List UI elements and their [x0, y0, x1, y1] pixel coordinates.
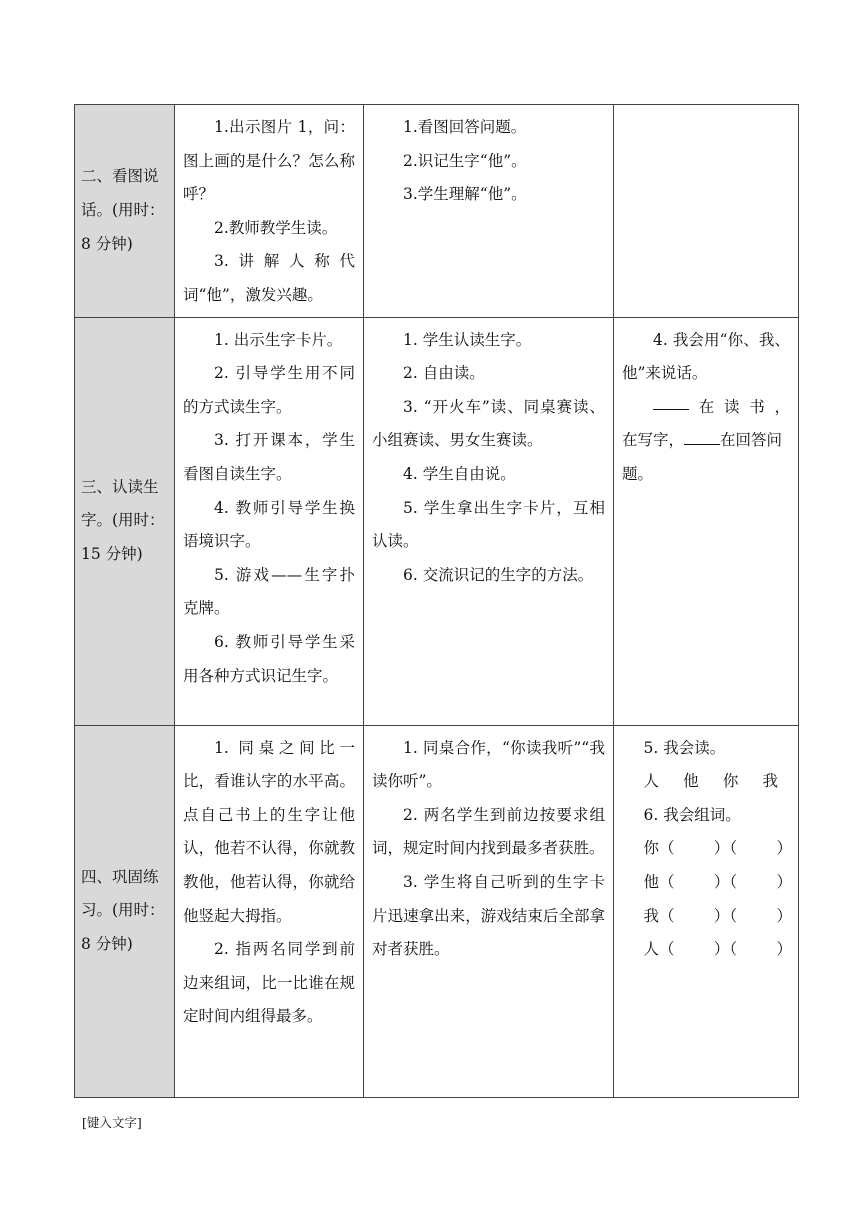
student-step: 3. 学生将自己听到的生字卡片迅速拿出来，游戏结束后全部拿对者获胜。 — [372, 872, 605, 959]
fill-text: 在回答问题。 — [622, 431, 783, 483]
student-activity-cell — [364, 725, 614, 1097]
word-bracket: ） — [776, 940, 792, 959]
stage-label: 四、巩固练习。(用时：8 分钟) — [81, 867, 165, 953]
word-bracket: ）（ — [713, 872, 738, 891]
teacher-step: 3. 打开课本，学生看图自读生字。 — [183, 431, 355, 483]
word-bracket: ）（ — [713, 906, 738, 925]
student-step: 6. 交流识记的生字的方法。 — [403, 565, 594, 584]
stage-cell — [75, 317, 175, 725]
read-char: 他 — [683, 772, 699, 791]
teacher-step: 6. 教师引导学生采用各种方式识记生字。 — [183, 632, 355, 685]
student-step: 1.看图回答问题。 — [403, 118, 527, 136]
teacher-activity-cell — [175, 725, 364, 1097]
fill-text: 在 — [698, 397, 715, 416]
word-row — [628, 866, 792, 900]
fill-text: 在写字， — [622, 431, 685, 450]
table-row — [75, 725, 799, 1097]
teacher-step: 1. 出示生字卡片。 — [214, 330, 343, 349]
exercise-cell — [614, 105, 799, 318]
fill-blank — [653, 391, 689, 410]
exercise-cell — [614, 725, 799, 1097]
stage-label: 三、认读生字。(用时：15 分钟) — [81, 477, 165, 563]
word-bracket: （ — [659, 839, 675, 858]
teacher-step: 1.出示图片 1，问：图上画的是什么？怎么称呼？ — [183, 118, 355, 204]
read-title: 5. 我会读。 — [643, 738, 726, 757]
student-step: 4. 学生自由说。 — [403, 464, 516, 483]
exercise-intro: 4. 我会用“你、我、他”来说话。 — [622, 330, 790, 383]
teacher-step: 1. 同桌之间比一比，看谁认字的水平高。点自己书上的生字让他认，他若不认得，你就教教他，他若认得，你就给他竖起大拇指。 — [183, 738, 355, 925]
read-char: 人 — [643, 772, 660, 791]
student-step: 1. 学生认读生字。 — [403, 330, 532, 349]
stage-cell — [75, 105, 175, 318]
student-step: 1. 同桌合作，“你读我听”“我读你听”。 — [372, 738, 605, 791]
student-step: 2. 两名学生到前边按要求组词，规定时间内找到最多者获胜。 — [372, 805, 605, 858]
student-step: 5. 学生拿出生字卡片，互相认读。 — [372, 498, 605, 551]
stage-cell — [75, 725, 175, 1097]
lesson-plan-table — [74, 104, 799, 1098]
fill-text: ， — [774, 397, 790, 416]
read-char: 我 — [762, 772, 778, 791]
fill-text: 读 — [723, 397, 740, 416]
teacher-step: 5. 游戏——生字扑克牌。 — [183, 565, 355, 618]
fill-text: 书 — [749, 397, 765, 416]
exercise-cell — [614, 317, 799, 725]
fill-blank-line — [622, 424, 790, 491]
student-activity-cell — [364, 317, 614, 725]
word-char: 人 — [643, 940, 660, 959]
read-chars — [628, 765, 792, 799]
teacher-activity-cell — [175, 105, 364, 318]
fill-blank-line — [622, 391, 790, 425]
teacher-step: 4. 教师引导学生换语境识字。 — [183, 498, 355, 551]
words-title: 6. 我会组词。 — [643, 805, 741, 824]
fill-blank — [684, 426, 720, 445]
student-activity-cell — [364, 105, 614, 318]
word-char: 你 — [643, 839, 660, 858]
student-step: 2. 自由读。 — [403, 364, 485, 383]
teacher-step: 2.教师教学生读。 — [214, 218, 338, 237]
word-row — [628, 900, 792, 934]
student-step: 2.识记生字“他”。 — [403, 151, 527, 170]
word-bracket: ）（ — [713, 940, 738, 959]
teacher-step: 2. 指两名同学到前边来组词，比一比谁在规定时间内组得最多。 — [183, 940, 355, 1026]
word-char: 他 — [643, 872, 660, 891]
student-step: 3.学生理解“他”。 — [403, 185, 527, 204]
stage-label: 二、看图说话。(用时：8 分钟) — [81, 167, 165, 253]
footer-placeholder: [键入文字] — [82, 1115, 142, 1130]
word-char: 我 — [643, 906, 660, 925]
word-row — [628, 933, 792, 967]
teacher-step: 3.讲解人称代词“他”，激发兴趣。 — [183, 252, 355, 304]
word-bracket: ）（ — [713, 839, 738, 858]
student-step: 3. “开火车”读、同桌赛读、小组赛读、男女生赛读。 — [372, 397, 605, 450]
table-row — [75, 105, 799, 318]
word-bracket: ） — [776, 906, 792, 925]
word-bracket: （ — [659, 906, 675, 925]
word-bracket: （ — [659, 872, 675, 891]
table-row — [75, 317, 799, 725]
word-row — [628, 832, 792, 866]
read-char: 你 — [722, 772, 739, 791]
word-bracket: ） — [776, 839, 792, 858]
teacher-step: 2. 引导学生用不同的方式读生字。 — [183, 364, 355, 416]
teacher-activity-cell — [175, 317, 364, 725]
word-bracket: （ — [659, 940, 675, 959]
word-bracket: ） — [776, 872, 792, 891]
